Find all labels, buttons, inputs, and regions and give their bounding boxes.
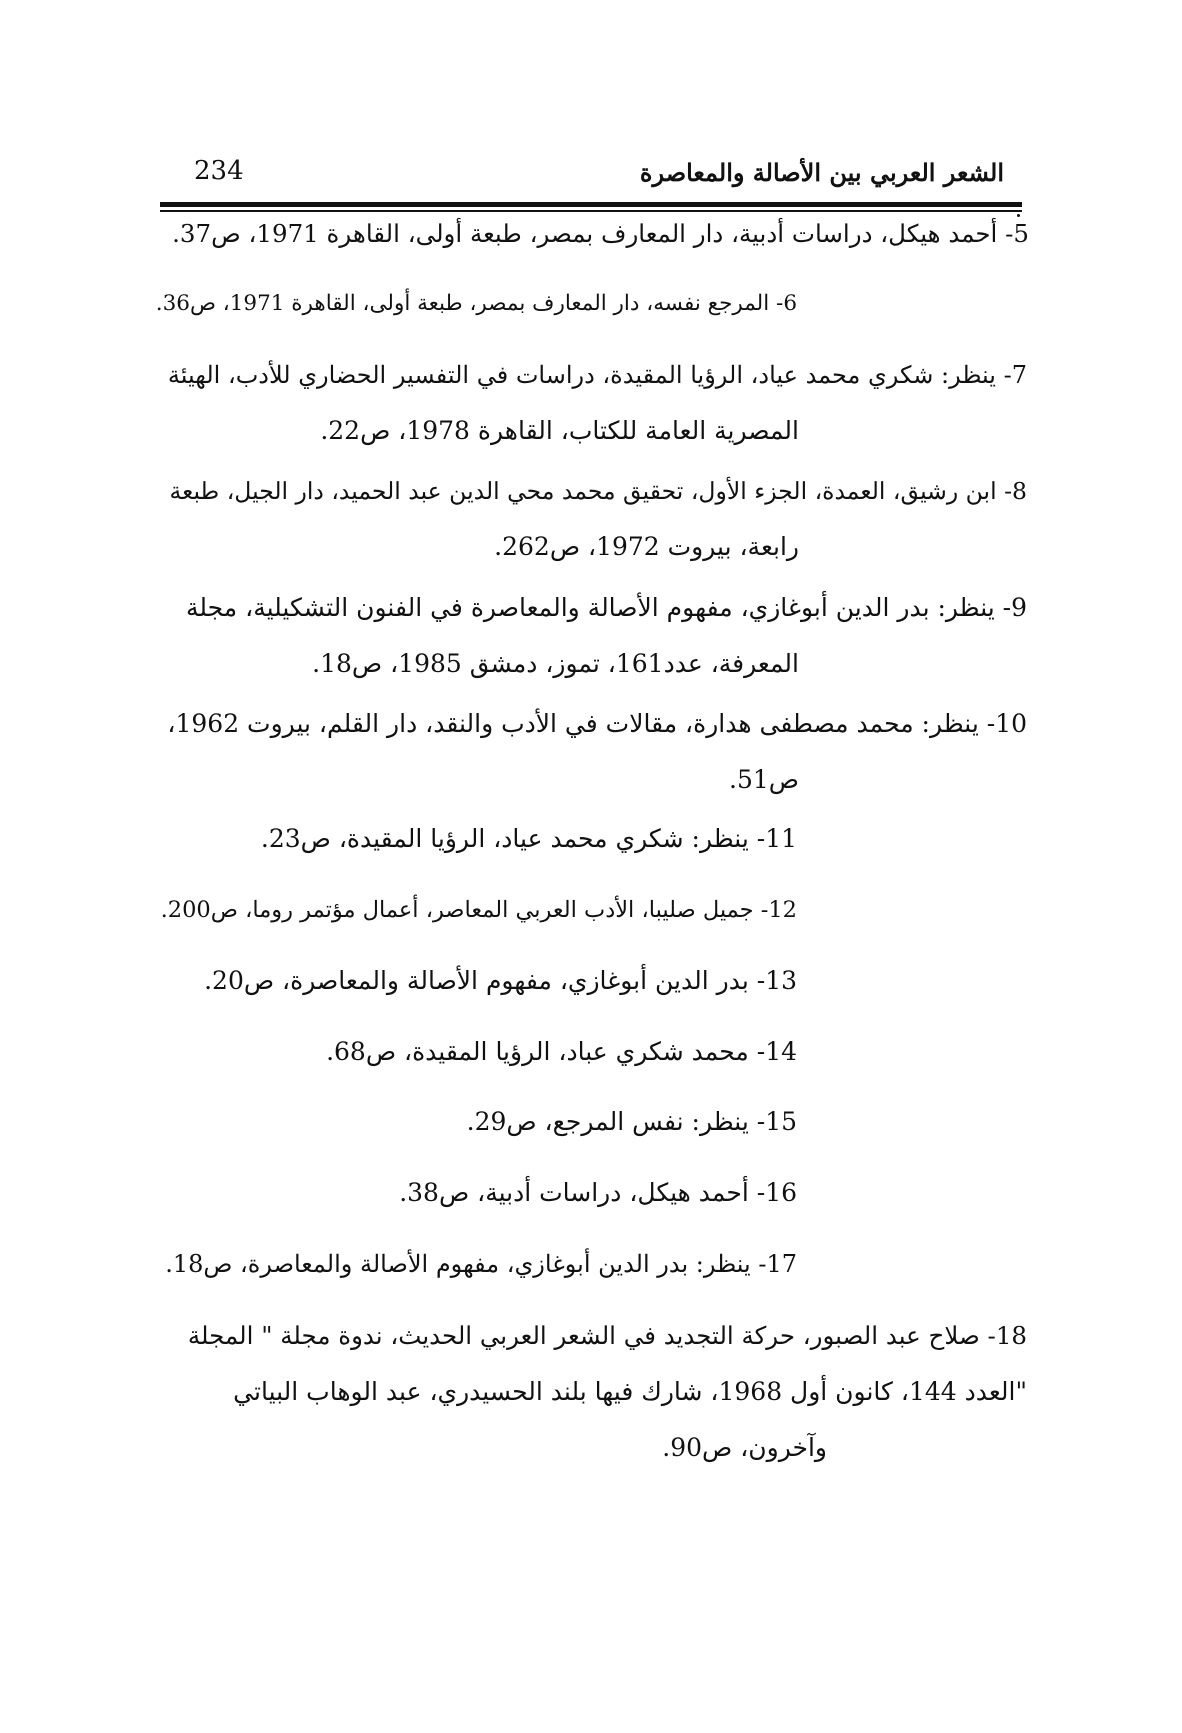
endnote-line: 14- محمد شكري عباد، الرؤيا المقيدة، ص68. [326,1037,797,1066]
endnotes-list [155,0,1027,1733]
endnote-line: 11- ينظر: شكري محمد عياد، الرؤيا المقيدة، ص23. [260,824,797,853]
endnote-line: 16- أحمد هيكل، دراسات أدبية، ص38. [399,1178,797,1207]
endnote-line: المصرية العامة للكتاب، القاهرة 1978، ص22. [320,416,799,445]
endnote [155,580,1027,692]
endnote-line: 17- ينظر: بدر الدين أبوغازي، مفهوم الأصالة والمعاصرة، ص18. [165,1250,797,1278]
endnote [155,1024,797,1080]
endnote-line: 7- ينظر: شكري محمد عياد، الرؤيا المقيدة، دراسات في التفسير الحضاري للأدب، الهيئة [167,361,1027,389]
endnote-line: رابعة، بيروت 1972، ص262. [494,532,799,561]
endnote-line: ص51. [729,765,799,794]
endnote-line: 12- جميل صليبا، الأدب العربي المعاصر، أعمال مؤتمر روما، ص200. [160,897,797,923]
endnote [155,953,797,1009]
endnote-line: 6- المرجع نفسه، دار المعارف بمصر، طبعة أولى، القاهرة 1971، ص36. [155,291,797,316]
endnote-line: 10- ينظر: محمد مصطفى هدارة، مقالات في الأدب والنقد، دار القلم، بيروت 1962، [167,709,1027,738]
endnote-line: 13- بدر الدين أبوغازي، مفهوم الأصالة والمعاصرة، ص20. [204,966,797,995]
endnote-line: 9- ينظر: بدر الدين أبوغازي، مفهوم الأصالة والمعاصرة في الفنون التشكيلية، مجلة [185,593,1027,622]
endnote [155,1165,797,1221]
endnote [155,696,1027,808]
endnote-line: 15- ينظر: نفس المرجع، ص29. [466,1107,797,1136]
endnote-line: المعرفة، عدد161، تموز، دمشق 1985، ص18. [312,649,799,678]
endnote-line: وآخرون، ص90. [662,1433,827,1462]
page-number: 234 [194,156,244,186]
endnote [155,1236,797,1292]
endnote [155,276,797,332]
endnote-line: 18- صلاح عبد الصبور، حركة التجديد في الشعر العربي الحديث، ندوة مجلة " المجلة [187,1321,1027,1350]
endnote [155,347,1027,459]
endnote-line: 8- ابن رشيق، العمدة، الجزء الأول، تحقيق محمد محي الدين عبد الحميد، دار الجيل، طبعة [169,477,1027,505]
endnote [155,882,797,938]
endnote-line: "العدد 144، كانون أول 1968، شارك فيها بلند الحسيدري، عبد الوهاب البياتي [233,1377,1027,1406]
endnote [155,811,797,867]
endnote [155,1094,797,1150]
endnote-line: 5- أحمد هيكل، دراسات أدبية، دار المعارف بمصر، طبعة أولى، القاهرة 1971، ص37. [172,219,1029,248]
endnote [157,206,1029,262]
endnote [155,463,1027,575]
endnote [185,1308,1027,1476]
running-title: الشعر العربي بين الأصالة والمعاصرة [639,158,1004,187]
